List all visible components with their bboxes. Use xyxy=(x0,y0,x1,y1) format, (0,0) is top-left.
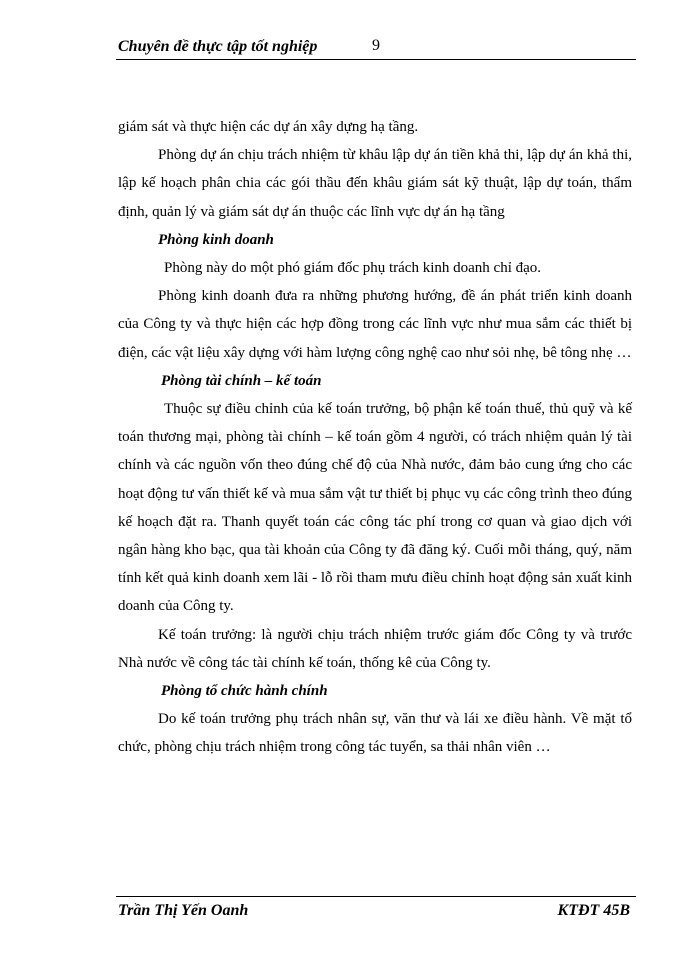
footer-class-code: KTĐT 45B xyxy=(557,902,630,919)
header-divider xyxy=(116,59,636,60)
section-heading-tai-chinh: Phòng tài chính – kế toán xyxy=(161,372,322,389)
paragraph: Thuộc sự điều chỉnh của kế toán trưởng, bộ phận kế toán thuế, thủ quỹ và kế toán thương mại, phòng tài chính – kế toán gồm 4 người, có trách nhiệm quản lý tài chính và các nguồn vốn theo đúng chế độ của Nhà nước, đảm bảo cung ứng cho các hoạt động tư vấn thiết kế và mua sắm vật tư thiết bị phục vụ các công trình theo đúng kế hoạch đặt ra. Thanh quyết toán các công tác phí trong cơ quan và giao dịch với ngân hàng kho bạc, qua tài khoản của Công ty đã đăng ký. Cuối mỗi tháng, quý, năm tính kết quả kinh doanh xem lãi - lỗ rồi tham mưu điều chỉnh hoạt động sản xuất kinh doanh của Công ty. xyxy=(118,401,632,615)
paragraph: Phòng dự án chịu trách nhiệm từ khâu lập dự án tiền khả thi, lập dự án khả thi, lập kế hoạch phân chia các gói thầu đến khâu giám sát kỹ thuật, lập dự toán, thẩm định, quản lý và giám sát dự án thuộc các lĩnh vực dự án hạ tầng xyxy=(118,147,632,220)
section-heading-to-chuc: Phòng tổ chức hành chính xyxy=(161,683,328,700)
document-body xyxy=(118,113,632,762)
paragraph: Phòng kinh doanh đưa ra những phương hướng, đề án phát triển kinh doanh của Công ty và thực hiện các hợp đồng trong các lĩnh vực như mua sắm các thiết bị điện, các vật liệu xây dựng với hàm lượng công nghệ cao như sỏi nhẹ, bê tông nhẹ … xyxy=(118,288,632,361)
paragraph: giám sát và thực hiện các dự án xây dựng hạ tầng. xyxy=(118,119,419,135)
header-title: Chuyên đề thực tập tốt nghiệp xyxy=(118,38,318,55)
paragraph: Kế toán trưởng: là người chịu trách nhiệm trước giám đốc Công ty và trước Nhà nước về công tác tài chính kế toán, thống kê của Công ty. xyxy=(118,626,632,671)
page-number: 9 xyxy=(372,37,380,54)
section-heading-kinh-doanh: Phòng kinh doanh xyxy=(158,231,274,248)
footer-author: Trần Thị Yến Oanh xyxy=(118,902,249,919)
footer-divider xyxy=(116,896,636,897)
paragraph: Phòng này do một phó giám đốc phụ trách kinh doanh chỉ đạo. xyxy=(164,260,542,277)
paragraph: Do kế toán trưởng phụ trách nhân sự, văn thư và lái xe điều hành. Về mặt tổ chức, phòng chịu trách nhiệm trong công tác tuyển, sa thải nhân viên … xyxy=(118,711,632,756)
